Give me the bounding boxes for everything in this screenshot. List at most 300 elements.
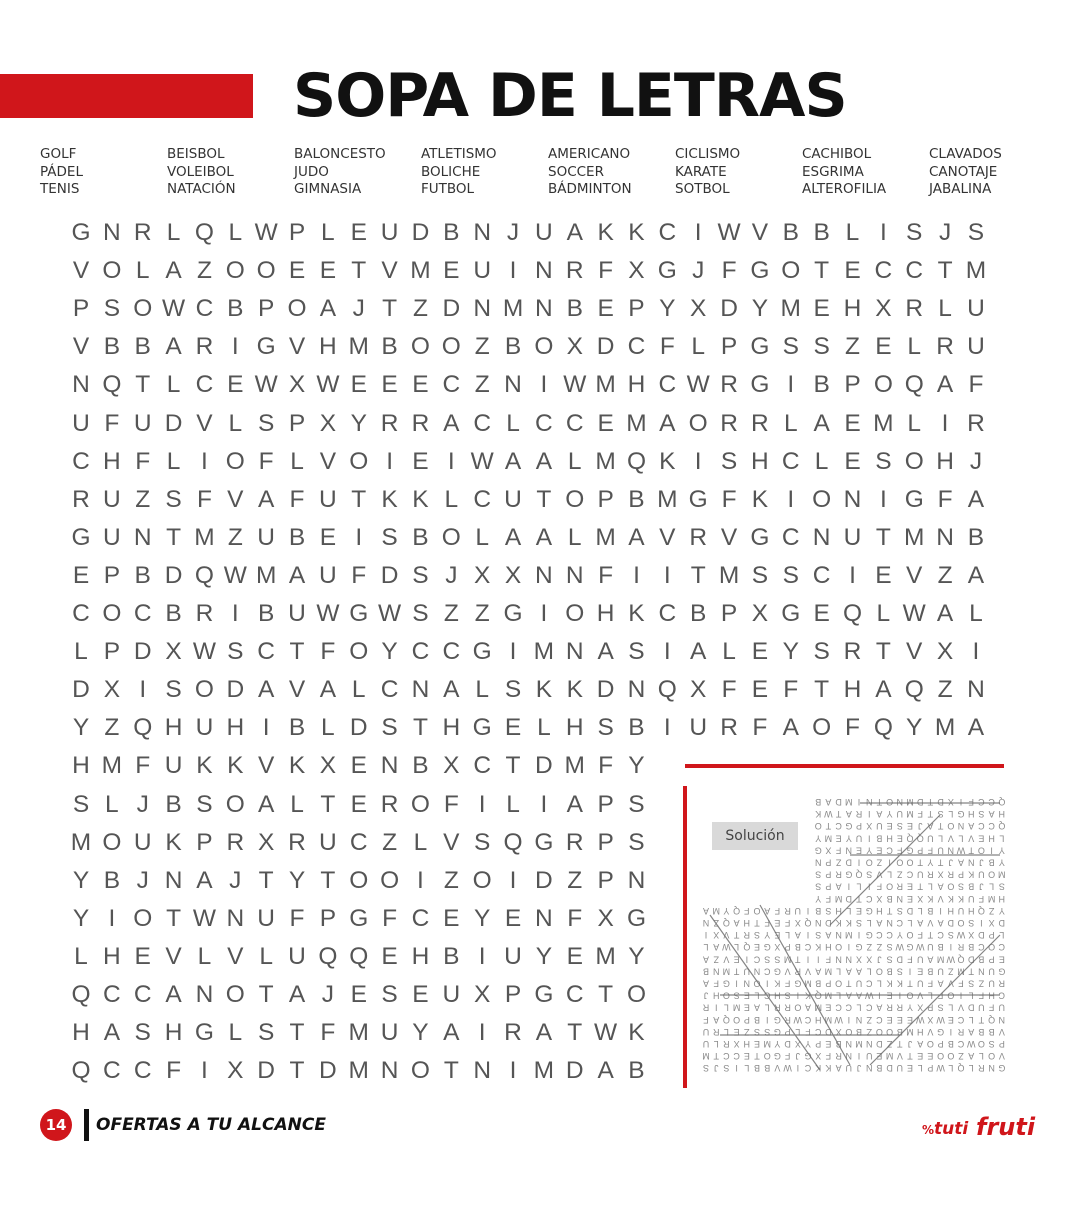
grid-letter[interactable]: P — [504, 981, 522, 1008]
grid-letter[interactable]: Q — [904, 676, 924, 704]
grid-letter[interactable]: O — [904, 447, 924, 475]
grid-letter[interactable]: E — [443, 904, 460, 932]
grid-letter[interactable]: U — [103, 523, 121, 551]
grid-letter[interactable]: D — [411, 219, 430, 246]
grid-letter[interactable]: A — [813, 409, 830, 437]
grid-letter[interactable]: C — [103, 1057, 121, 1085]
grid-letter[interactable]: I — [201, 1057, 208, 1085]
grid-letter[interactable]: Y — [782, 638, 799, 666]
grid-letter[interactable]: I — [849, 561, 856, 589]
grid-letter[interactable]: M — [348, 333, 369, 361]
grid-letter[interactable]: I — [509, 866, 517, 894]
grid-letter[interactable]: R — [967, 409, 985, 437]
grid-letter[interactable]: Z — [227, 523, 243, 551]
grid-letter[interactable]: P — [257, 295, 275, 323]
grid-letter[interactable]: L — [969, 600, 983, 627]
grid-letter[interactable]: C — [133, 981, 152, 1008]
grid-letter[interactable]: S — [628, 638, 645, 666]
grid-letter[interactable]: L — [691, 333, 705, 361]
grid-letter[interactable]: O — [441, 523, 461, 551]
grid-letter[interactable]: Y — [72, 866, 90, 894]
grid-letter[interactable]: Y — [381, 638, 398, 666]
grid-letter[interactable]: A — [967, 561, 985, 589]
grid-letter[interactable]: C — [781, 447, 800, 475]
grid-letter[interactable]: K — [165, 828, 182, 856]
grid-letter[interactable]: H — [442, 714, 461, 742]
grid-letter[interactable]: P — [720, 333, 738, 361]
grid-letter[interactable]: L — [166, 371, 181, 399]
grid-letter[interactable]: C — [195, 371, 214, 399]
grid-letter[interactable]: N — [936, 523, 954, 551]
grid-letter[interactable]: D — [535, 866, 553, 894]
grid-letter[interactable]: B — [257, 600, 275, 627]
grid-letter[interactable]: G — [750, 371, 770, 399]
grid-letter[interactable]: P — [597, 866, 614, 894]
grid-letter[interactable]: N — [812, 523, 831, 551]
grid-letter[interactable]: A — [257, 676, 275, 704]
grid-letter[interactable]: O — [812, 485, 832, 513]
grid-letter[interactable]: W — [192, 904, 216, 932]
grid-letter[interactable]: I — [201, 447, 208, 475]
grid-letter[interactable]: V — [659, 523, 676, 551]
grid-letter[interactable]: E — [72, 561, 90, 589]
grid-letter[interactable]: D — [226, 676, 245, 704]
grid-letter[interactable]: A — [535, 523, 553, 551]
grid-letter[interactable]: F — [968, 371, 984, 399]
grid-letter[interactable]: C — [411, 904, 430, 932]
grid-letter[interactable]: C — [133, 600, 152, 627]
grid-letter[interactable]: A — [288, 561, 306, 589]
grid-letter[interactable]: N — [380, 1057, 399, 1085]
grid-letter[interactable]: V — [443, 828, 460, 856]
grid-letter[interactable]: I — [663, 561, 671, 589]
grid-letter[interactable]: O — [349, 866, 369, 894]
grid-letter[interactable]: D — [596, 676, 615, 704]
grid-letter[interactable]: O — [225, 981, 245, 1008]
grid-letter[interactable]: G — [781, 600, 801, 627]
grid-letter[interactable]: W — [254, 371, 278, 399]
grid-letter[interactable]: S — [257, 1019, 275, 1047]
grid-letter[interactable]: O — [781, 257, 801, 285]
grid-letter[interactable]: I — [787, 485, 795, 513]
grid-letter[interactable]: H — [565, 714, 584, 742]
grid-letter[interactable]: Y — [535, 942, 553, 970]
grid-letter[interactable]: S — [412, 561, 429, 589]
grid-letter[interactable]: M — [595, 523, 616, 551]
grid-letter[interactable]: V — [196, 409, 213, 437]
grid-letter[interactable]: O — [225, 257, 245, 285]
grid-letter[interactable]: F — [783, 676, 799, 704]
grid-letter[interactable]: C — [72, 600, 90, 627]
grid-letter[interactable]: F — [937, 485, 953, 513]
grid-letter[interactable]: S — [165, 485, 182, 513]
grid-letter[interactable]: O — [225, 447, 245, 475]
grid-letter[interactable]: T — [289, 638, 305, 666]
grid-letter[interactable]: G — [472, 714, 492, 742]
grid-letter[interactable]: U — [103, 485, 121, 513]
grid-letter[interactable]: X — [628, 257, 645, 285]
grid-letter[interactable]: C — [627, 333, 646, 361]
grid-letter[interactable]: S — [227, 638, 244, 666]
grid-letter[interactable]: B — [288, 714, 306, 742]
grid-letter[interactable]: Y — [474, 904, 491, 932]
grid-letter[interactable]: M — [873, 409, 894, 437]
grid-letter[interactable]: E — [566, 942, 583, 970]
grid-letter[interactable]: E — [597, 295, 614, 323]
grid-letter[interactable]: Z — [382, 828, 398, 856]
grid-letter[interactable]: T — [320, 866, 336, 894]
grid-letter[interactable]: B — [628, 485, 645, 513]
grid-letter[interactable]: T — [937, 257, 953, 285]
grid-letter[interactable]: U — [72, 409, 90, 437]
grid-letter[interactable]: L — [74, 942, 88, 970]
grid-letter[interactable]: W — [563, 371, 587, 399]
grid-letter[interactable]: N — [565, 561, 584, 589]
grid-letter[interactable]: L — [814, 447, 829, 475]
grid-letter[interactable]: N — [226, 904, 245, 932]
grid-letter[interactable]: X — [690, 295, 707, 323]
grid-letter[interactable]: O — [688, 409, 708, 437]
grid-letter[interactable]: Z — [937, 561, 953, 589]
grid-letter[interactable]: C — [349, 828, 368, 856]
grid-letter[interactable]: O — [102, 600, 122, 627]
grid-letter[interactable]: N — [164, 866, 183, 894]
grid-letter[interactable]: W — [717, 219, 741, 246]
grid-letter[interactable]: C — [905, 257, 924, 285]
grid-letter[interactable]: R — [504, 1019, 522, 1047]
grid-letter[interactable]: V — [906, 638, 923, 666]
grid-letter[interactable]: B — [103, 866, 121, 894]
grid-letter[interactable]: R — [905, 295, 924, 323]
grid-letter[interactable]: S — [720, 447, 738, 475]
grid-letter[interactable]: S — [381, 714, 398, 742]
grid-letter[interactable]: C — [257, 638, 275, 666]
grid-letter[interactable]: W — [316, 371, 340, 399]
grid-letter[interactable]: N — [473, 219, 492, 246]
grid-letter[interactable]: Z — [567, 866, 583, 894]
grid-letter[interactable]: L — [907, 333, 922, 361]
grid-letter[interactable]: L — [876, 600, 891, 627]
grid-letter[interactable]: T — [412, 714, 428, 742]
grid-letter[interactable]: R — [226, 828, 245, 856]
grid-letter[interactable]: L — [74, 638, 88, 666]
grid-letter[interactable]: H — [103, 447, 121, 475]
grid-letter[interactable]: G — [71, 523, 91, 551]
grid-letter[interactable]: E — [751, 638, 769, 666]
grid-letter[interactable]: X — [319, 409, 337, 437]
grid-letter[interactable]: Y — [906, 714, 923, 742]
grid-letter[interactable]: G — [503, 600, 523, 627]
grid-letter[interactable]: P — [844, 371, 861, 399]
grid-letter[interactable]: B — [288, 523, 306, 551]
grid-letter[interactable]: B — [813, 371, 830, 399]
grid-letter[interactable]: I — [540, 600, 548, 627]
grid-letter[interactable]: L — [228, 219, 243, 246]
grid-letter[interactable]: K — [566, 676, 583, 704]
grid-letter[interactable]: B — [412, 752, 429, 780]
grid-letter[interactable]: E — [844, 257, 861, 285]
grid-letter[interactable]: J — [136, 866, 149, 894]
grid-letter[interactable]: I — [478, 1019, 486, 1047]
grid-letter[interactable]: T — [598, 981, 614, 1008]
grid-letter[interactable]: R — [133, 219, 152, 246]
grid-letter[interactable]: O — [133, 904, 153, 932]
grid-letter[interactable]: J — [938, 219, 952, 246]
grid-letter[interactable]: B — [504, 333, 522, 361]
grid-letter[interactable]: H — [627, 371, 646, 399]
grid-letter[interactable]: I — [509, 1057, 517, 1085]
grid-letter[interactable]: B — [813, 219, 830, 246]
grid-letter[interactable]: E — [381, 942, 398, 970]
grid-letter[interactable]: L — [783, 409, 798, 437]
grid-letter[interactable]: O — [133, 295, 153, 323]
grid-letter[interactable]: F — [289, 904, 305, 932]
grid-letter[interactable]: M — [70, 828, 92, 856]
grid-letter[interactable]: C — [658, 371, 677, 399]
grid-letter[interactable]: B — [412, 523, 429, 551]
grid-letter[interactable]: Q — [102, 371, 122, 399]
grid-letter[interactable]: H — [164, 714, 183, 742]
grid-letter[interactable]: X — [103, 676, 121, 704]
grid-letter[interactable]: R — [843, 638, 862, 666]
grid-letter[interactable]: E — [813, 600, 830, 627]
grid-letter[interactable]: S — [165, 676, 182, 704]
grid-letter[interactable]: L — [228, 409, 243, 437]
grid-letter[interactable]: T — [814, 257, 830, 285]
grid-letter[interactable]: Q — [626, 447, 646, 475]
grid-letter[interactable]: A — [690, 638, 707, 666]
grid-letter[interactable]: L — [537, 714, 551, 742]
grid-letter[interactable]: A — [967, 714, 985, 742]
grid-letter[interactable]: U — [843, 523, 862, 551]
grid-letter[interactable]: R — [565, 257, 584, 285]
grid-letter[interactable]: B — [165, 790, 182, 818]
grid-letter[interactable]: M — [194, 523, 215, 551]
grid-letter[interactable]: I — [879, 219, 887, 246]
grid-letter[interactable]: T — [690, 561, 706, 589]
grid-letter[interactable]: Y — [628, 752, 645, 780]
grid-letter[interactable]: F — [845, 714, 860, 742]
grid-letter[interactable]: V — [288, 676, 306, 704]
grid-letter[interactable]: L — [290, 790, 304, 818]
grid-letter[interactable]: F — [135, 447, 151, 475]
grid-letter[interactable]: A — [597, 638, 614, 666]
grid-letter[interactable]: E — [350, 790, 367, 818]
grid-letter[interactable]: O — [102, 257, 122, 285]
grid-letter[interactable]: N — [504, 371, 522, 399]
grid-letter[interactable]: W — [192, 638, 216, 666]
grid-letter[interactable]: D — [319, 1057, 337, 1085]
grid-letter[interactable]: B — [443, 942, 460, 970]
grid-letter[interactable]: O — [534, 333, 554, 361]
grid-letter[interactable]: R — [720, 371, 738, 399]
grid-letter[interactable]: E — [288, 257, 306, 285]
grid-letter[interactable]: Q — [71, 981, 91, 1008]
grid-letter[interactable]: A — [628, 523, 645, 551]
grid-letter[interactable]: K — [751, 485, 769, 513]
grid-letter[interactable]: J — [445, 561, 458, 589]
grid-letter[interactable]: X — [751, 600, 769, 627]
grid-letter[interactable]: D — [596, 333, 615, 361]
grid-letter[interactable]: Q — [194, 561, 214, 589]
grid-letter[interactable]: H — [72, 1019, 90, 1047]
grid-letter[interactable]: I — [386, 447, 393, 475]
grid-letter[interactable]: M — [595, 447, 616, 475]
grid-letter[interactable]: X — [597, 904, 614, 932]
grid-letter[interactable]: W — [378, 600, 402, 627]
grid-letter[interactable]: T — [443, 1057, 459, 1085]
grid-letter[interactable]: V — [319, 447, 337, 475]
grid-letter[interactable]: C — [781, 523, 800, 551]
grid-letter[interactable]: Y — [412, 1019, 429, 1047]
grid-letter[interactable]: A — [288, 981, 306, 1008]
grid-letter[interactable]: W — [902, 600, 926, 627]
grid-letter[interactable]: H — [936, 447, 954, 475]
grid-letter[interactable]: H — [72, 752, 90, 780]
grid-letter[interactable]: P — [597, 828, 614, 856]
grid-letter[interactable]: H — [843, 676, 862, 704]
grid-letter[interactable]: B — [628, 714, 645, 742]
grid-letter[interactable]: V — [72, 333, 90, 361]
grid-letter[interactable]: A — [165, 257, 182, 285]
grid-letter[interactable]: V — [288, 333, 306, 361]
grid-letter[interactable]: X — [690, 676, 707, 704]
grid-letter[interactable]: I — [633, 561, 640, 589]
grid-letter[interactable]: E — [412, 447, 429, 475]
grid-letter[interactable]: R — [195, 333, 214, 361]
grid-letter[interactable]: J — [229, 866, 242, 894]
grid-letter[interactable]: E — [813, 295, 830, 323]
grid-letter[interactable]: L — [475, 676, 489, 704]
grid-letter[interactable]: A — [319, 676, 337, 704]
grid-letter[interactable]: O — [256, 257, 276, 285]
grid-letter[interactable]: W — [594, 1019, 618, 1047]
grid-letter[interactable]: M — [904, 523, 925, 551]
grid-letter[interactable]: B — [967, 523, 985, 551]
grid-letter[interactable]: W — [162, 295, 186, 323]
grid-letter[interactable]: S — [628, 828, 645, 856]
grid-letter[interactable]: M — [595, 942, 616, 970]
grid-letter[interactable]: E — [350, 219, 367, 246]
grid-letter[interactable]: A — [319, 295, 337, 323]
grid-letter[interactable]: U — [257, 904, 275, 932]
grid-letter[interactable]: I — [694, 447, 702, 475]
grid-letter[interactable]: T — [135, 371, 151, 399]
grid-letter[interactable]: S — [906, 219, 923, 246]
grid-letter[interactable]: S — [628, 790, 645, 818]
grid-letter[interactable]: B — [134, 333, 151, 361]
grid-letter[interactable]: F — [320, 1019, 336, 1047]
grid-letter[interactable]: P — [196, 828, 213, 856]
grid-letter[interactable]: U — [689, 714, 708, 742]
grid-letter[interactable]: T — [320, 790, 336, 818]
grid-letter[interactable]: F — [721, 485, 737, 513]
grid-letter[interactable]: V — [381, 257, 398, 285]
grid-letter[interactable]: J — [969, 447, 983, 475]
grid-letter[interactable]: T — [814, 676, 830, 704]
grid-letter[interactable]: C — [535, 409, 553, 437]
grid-letter[interactable]: G — [349, 600, 369, 627]
grid-letter[interactable]: A — [103, 1019, 121, 1047]
grid-letter[interactable]: Y — [659, 295, 676, 323]
grid-letter[interactable]: S — [504, 676, 522, 704]
grid-letter[interactable]: I — [879, 485, 887, 513]
grid-letter[interactable]: E — [350, 981, 367, 1008]
grid-letter[interactable]: I — [231, 333, 239, 361]
grid-letter[interactable]: F — [104, 409, 120, 437]
grid-letter[interactable]: N — [103, 219, 121, 246]
grid-letter[interactable]: Q — [194, 219, 214, 246]
grid-letter[interactable]: I — [231, 600, 239, 627]
grid-letter[interactable]: N — [627, 866, 646, 894]
grid-letter[interactable]: L — [506, 790, 520, 818]
grid-letter[interactable]: C — [473, 409, 492, 437]
grid-letter[interactable]: Y — [72, 904, 90, 932]
grid-letter[interactable]: O — [565, 485, 585, 513]
grid-letter[interactable]: R — [380, 790, 399, 818]
grid-letter[interactable]: I — [478, 790, 486, 818]
grid-letter[interactable]: Y — [350, 409, 367, 437]
grid-letter[interactable]: E — [134, 942, 151, 970]
grid-letter[interactable]: I — [509, 638, 517, 666]
grid-letter[interactable]: K — [412, 485, 429, 513]
grid-letter[interactable]: T — [258, 866, 274, 894]
grid-letter[interactable]: S — [813, 333, 830, 361]
grid-letter[interactable]: R — [720, 409, 738, 437]
grid-letter[interactable]: G — [472, 638, 492, 666]
grid-letter[interactable]: E — [350, 752, 367, 780]
grid-letter[interactable]: I — [139, 676, 147, 704]
grid-letter[interactable]: I — [509, 257, 517, 285]
grid-letter[interactable]: O — [349, 638, 369, 666]
grid-letter[interactable]: P — [597, 790, 614, 818]
grid-letter[interactable]: F — [752, 714, 768, 742]
grid-letter[interactable]: T — [166, 904, 182, 932]
grid-letter[interactable]: E — [319, 523, 337, 551]
grid-letter[interactable]: U — [967, 295, 985, 323]
grid-letter[interactable]: L — [845, 219, 860, 246]
grid-letter[interactable]: I — [663, 638, 671, 666]
grid-letter[interactable]: A — [875, 676, 892, 704]
grid-letter[interactable]: A — [165, 981, 182, 1008]
grid-letter[interactable]: R — [936, 333, 954, 361]
grid-letter[interactable]: F — [721, 676, 737, 704]
grid-letter[interactable]: C — [473, 752, 492, 780]
grid-letter[interactable]: O — [410, 790, 430, 818]
grid-letter[interactable]: C — [133, 1057, 152, 1085]
grid-letter[interactable]: B — [690, 600, 707, 627]
grid-letter[interactable]: U — [442, 981, 461, 1008]
grid-letter[interactable]: V — [227, 485, 244, 513]
grid-letter[interactable]: H — [164, 1019, 183, 1047]
grid-letter[interactable]: Q — [133, 714, 153, 742]
grid-letter[interactable]: G — [688, 485, 708, 513]
grid-letter[interactable]: G — [256, 333, 276, 361]
grid-letter[interactable]: M — [657, 485, 678, 513]
grid-letter[interactable]: R — [72, 485, 90, 513]
grid-letter[interactable]: C — [565, 981, 584, 1008]
grid-letter[interactable]: N — [535, 295, 553, 323]
grid-letter[interactable]: B — [103, 333, 121, 361]
grid-letter[interactable]: L — [722, 638, 736, 666]
grid-letter[interactable]: A — [566, 219, 583, 246]
grid-letter[interactable]: U — [380, 1019, 399, 1047]
grid-letter[interactable]: M — [255, 561, 277, 589]
grid-letter[interactable]: G — [657, 257, 677, 285]
grid-letter[interactable]: F — [598, 561, 614, 589]
grid-letter[interactable]: F — [351, 561, 367, 589]
grid-letter[interactable]: E — [504, 904, 522, 932]
